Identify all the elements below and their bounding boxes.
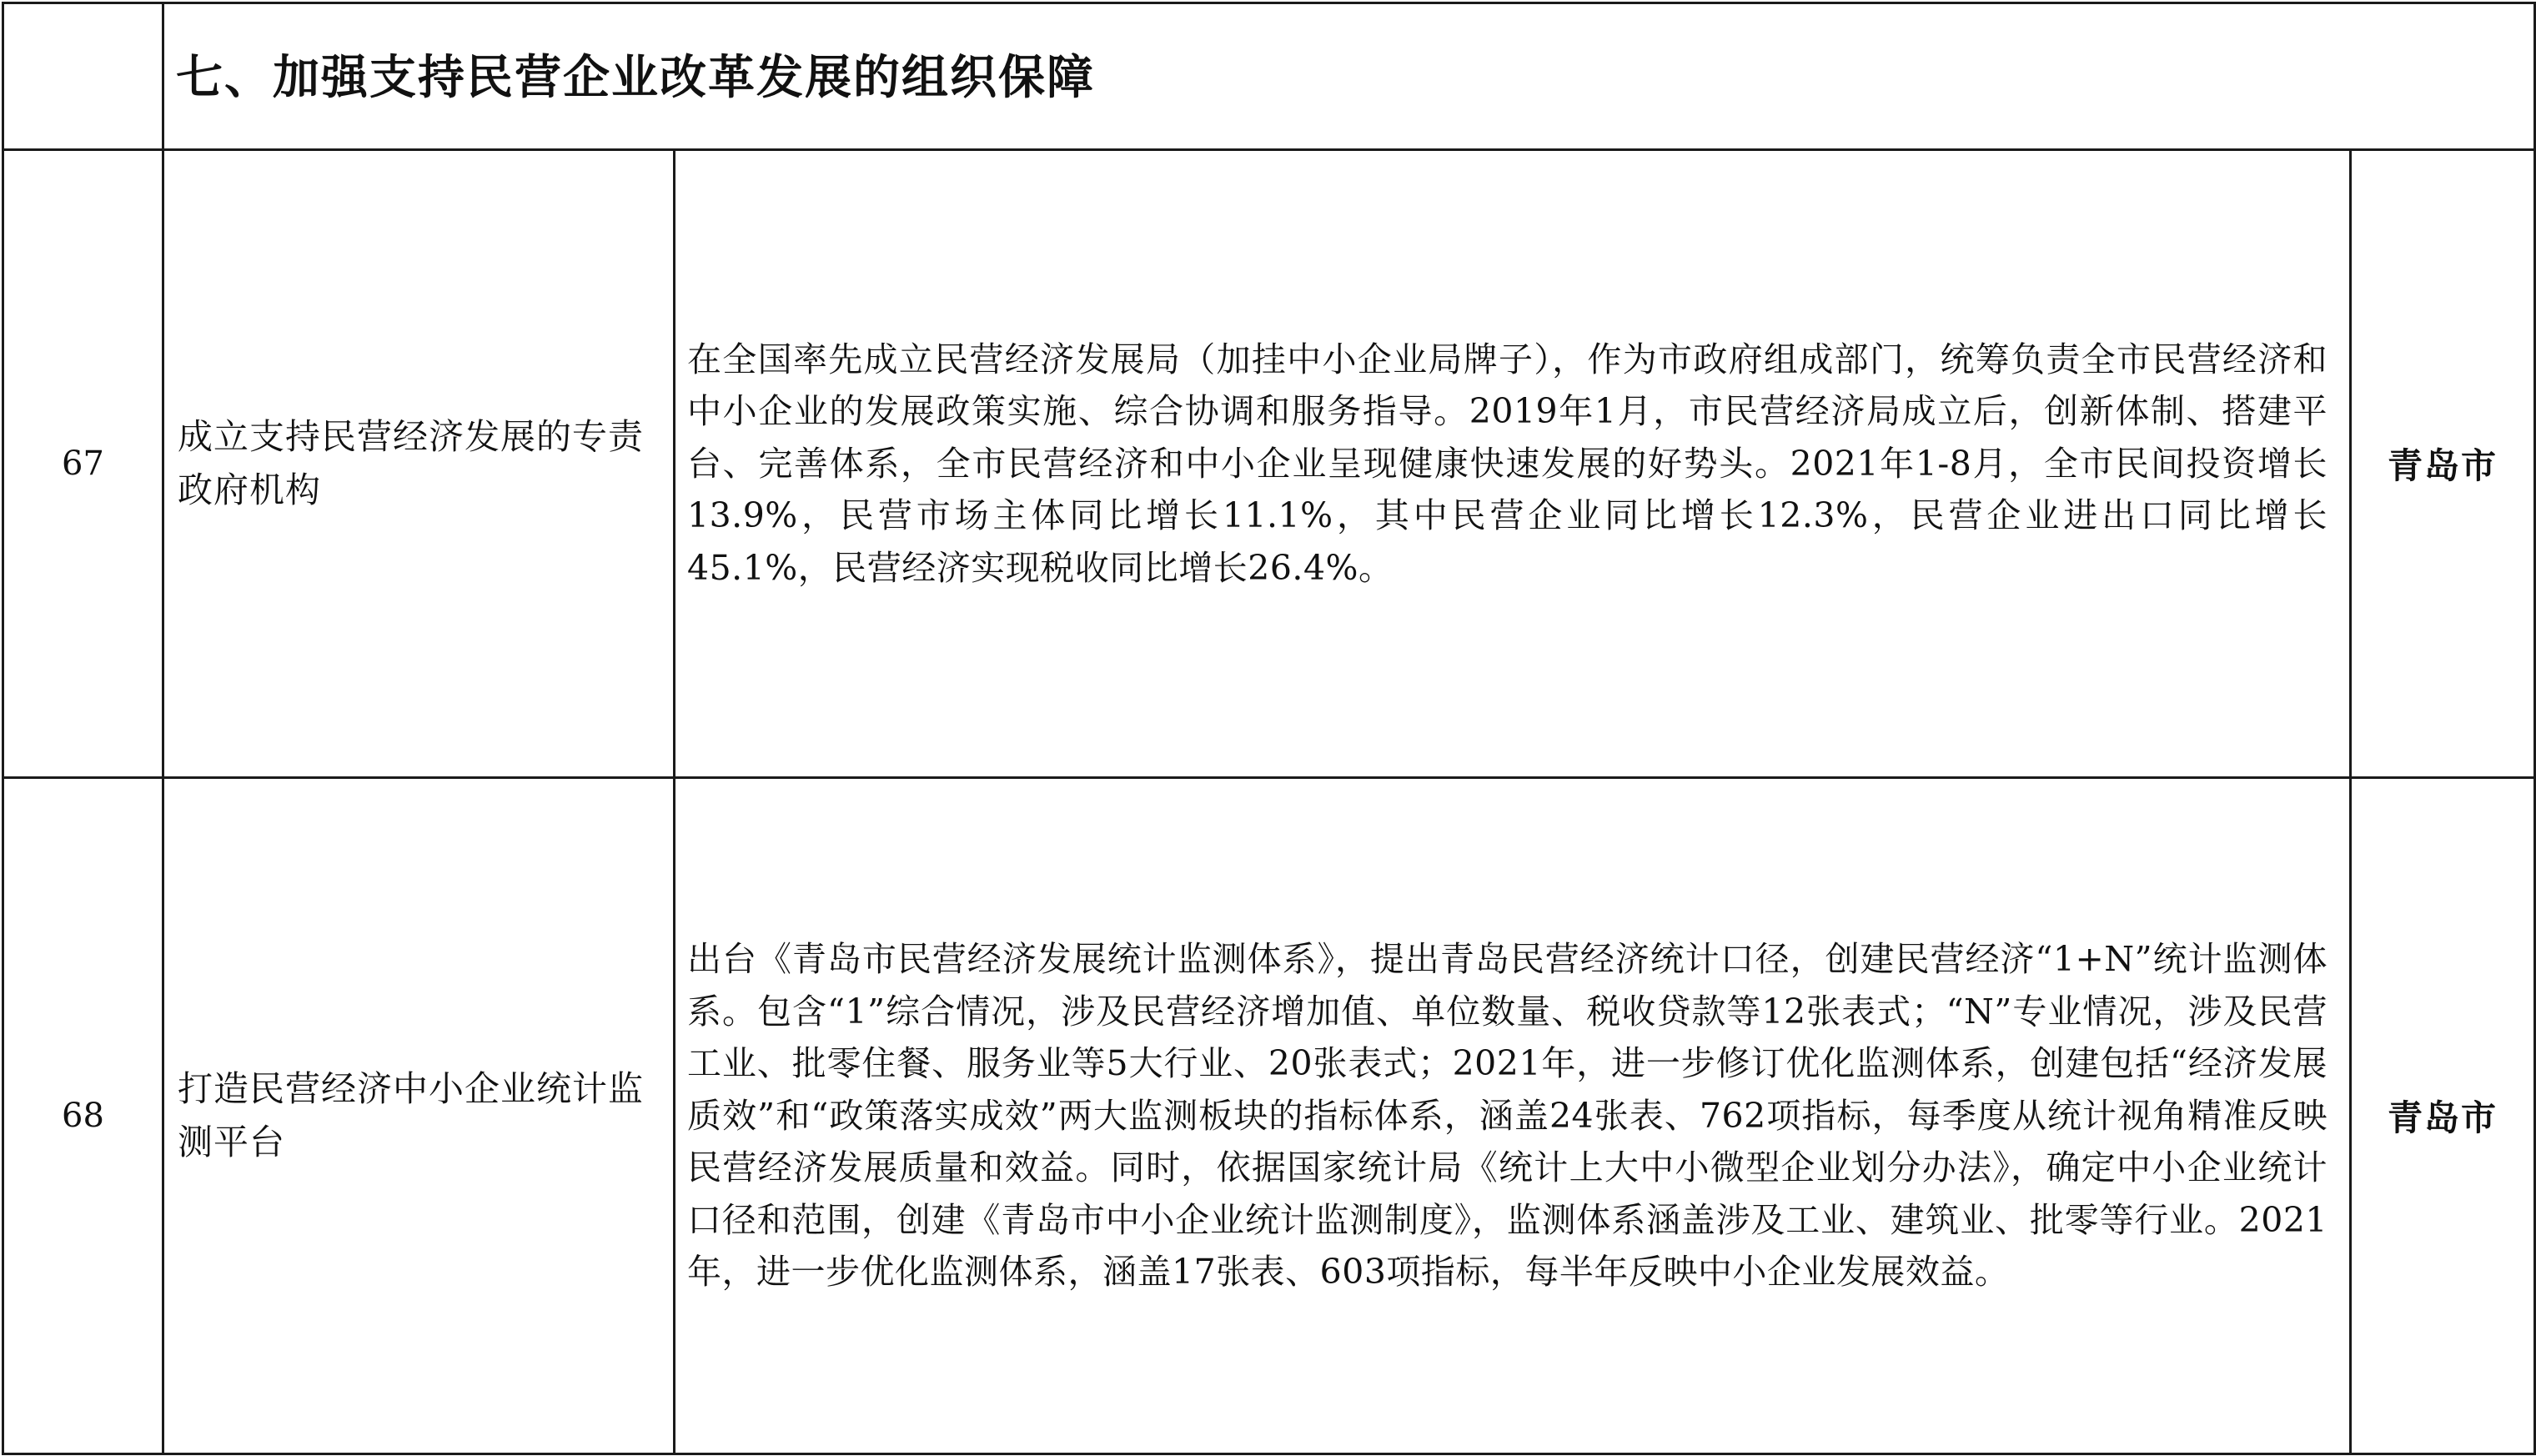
row-item-title: 打造民营经济中小企业统计监测平台 bbox=[178, 1068, 645, 1162]
row-item-cell bbox=[163, 150, 675, 778]
row-description: 在全国率先成立民营经济发展局（加挂中小企业局牌子），作为市政府组成部门，统筹负责全市民营经济和中小企业的发展政策实施、综合协调和服务指导。2019年1月，市民营经济局成立后，创新体制、搭建平台、完善体系，全市民营经济和中小企业呈现健康快速发展的好势头。2021年1-8月，全市民间投资增长13.9%，民营市场主体同比增长11.1%，其中民营企业同比增长12.3%，民营企业进出口同比增长45.1%，民营经济实现税收同比增长26.4%。 bbox=[687, 339, 2328, 588]
section-number-cell bbox=[3, 3, 163, 150]
row-item-cell bbox=[163, 778, 675, 1454]
section-header-row bbox=[3, 3, 2535, 150]
row-city: 青岛市 bbox=[2351, 150, 2535, 778]
row-item-title: 成立支持民营经济发展的专责政府机构 bbox=[178, 416, 645, 510]
row-number: 67 bbox=[3, 150, 163, 778]
row-number: 68 bbox=[3, 778, 163, 1454]
table-row bbox=[3, 150, 2535, 778]
table-row bbox=[3, 778, 2535, 1454]
row-description: 出台《青岛市民营经济发展统计监测体系》，提出青岛民营经济统计口径，创建民营经济“1+N”统计监测体系。包含“1”综合情况，涉及民营经济增加值、单位数量、税收贷款等12张表式；“N”专业情况，涉及民营工业、批零住餐、服务业等5大行业、20张表式；2021年，进一步修订优化监测体系，创建包括“经济发展质效”和“政策落实成效”两大监测板块的指标体系，涵盖24张表、762项指标，每季度从统计视角精准反映民营经济发展质量和效益。同时，依据国家统计局《统计上大中小微型企业划分办法》，确定中小企业统计口径和范围，创建《青岛市中小企业统计监测制度》，监测体系涵盖涉及工业、建筑业、批零等行业。2021年，进一步优化监测体系，涵盖17张表、603项指标，每半年反映中小企业发展效益。 bbox=[687, 939, 2328, 1293]
row-city: 青岛市 bbox=[2351, 778, 2535, 1454]
policy-table bbox=[2, 2, 2536, 1455]
row-description-cell bbox=[675, 150, 2351, 778]
section-title: 七、加强支持民营企业改革发展的组织保障 bbox=[163, 3, 2535, 150]
row-description-cell bbox=[675, 778, 2351, 1454]
